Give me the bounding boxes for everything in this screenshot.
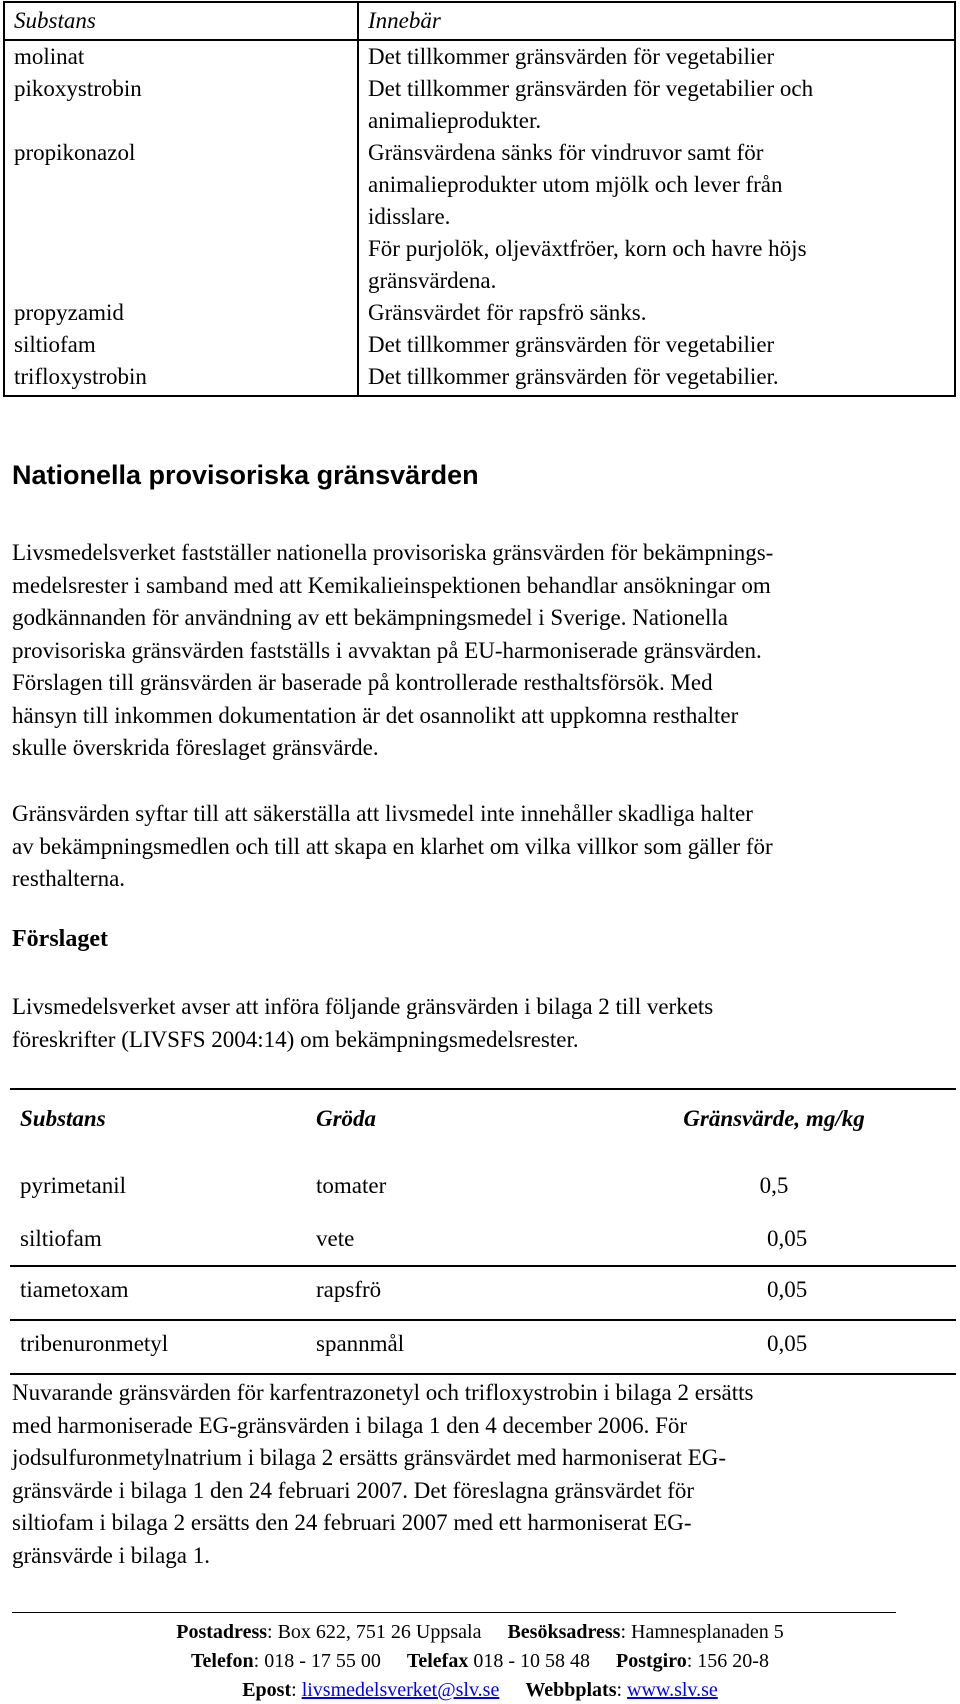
substance-cell: propyzamid [4, 297, 358, 329]
email-link[interactable]: livsmedelsverket@slv.se [301, 1679, 500, 1701]
phone-label: Telefon [191, 1650, 254, 1672]
section-heading-national: Nationella provisoriska gränsvärden [12, 460, 479, 490]
table-row [4, 40, 955, 73]
header-substance: Substans [4, 2, 358, 40]
section-heading-proposal: Förslaget [12, 926, 108, 952]
meaning-cell: Det tillkommer gränsvärden för vegetabilier och animalieprodukter. [358, 73, 955, 137]
substance-cell: siltiofam [4, 329, 358, 361]
paragraph-national-intro: Livsmedelsverket fastställer nationella provisoriska gränsvärden för bekämpnings- medelsrester i samband med att Kemikalieinspektionen behandlar ansökningar om godkännanden för användning av ett bekämpningsmedel i Sverige. Nationella provisoriska gränsvärden fastställs i avvaktan på EU-harmoniserade gränsvärden. Förslagen till gränsvärden är baserade på kontrollerade resthaltsförsök. Med hänsyn till inkommen dokumentation är det osannolikt att uppkomna resthalter skulle överskrida föreslaget gränsvärde. [12, 540, 774, 760]
giro-label: Postgiro [616, 1650, 687, 1672]
crop-cell: tomater [316, 1173, 387, 1198]
table-row [10, 1267, 956, 1319]
substance-cell: pyrimetanil [20, 1173, 127, 1198]
table-row [10, 1321, 956, 1373]
substance-changes-table [3, 1, 956, 397]
meaning-cell: Det tillkommer gränsvärden för vegetabilier. [358, 361, 955, 396]
meaning-cell: Gränsvärdet för rapsfrö sänks. [358, 297, 955, 329]
substance-cell: pikoxystrobin [4, 73, 358, 137]
table-header-row [4, 2, 955, 40]
substance-cell: tribenuronmetyl [20, 1331, 169, 1356]
postal-value: : Box 622, 751 26 Uppsala [267, 1621, 482, 1643]
fax-label: Telefax [406, 1650, 469, 1672]
table-row [4, 73, 955, 137]
substance-cell: molinat [4, 40, 358, 73]
table-row [4, 361, 955, 396]
meaning-cell: Gränsvärdena sänks för vindruvor samt för animalieprodukter utom mjölk och lever från idisslare. För purjolök, oljeväxtfröer, korn och havre höjs gränsvärdena. [358, 137, 955, 297]
header-meaning: Innebär [358, 2, 955, 40]
phone-value: : 018 - 17 55 00 [253, 1650, 381, 1672]
website-link[interactable]: www.slv.se [627, 1679, 718, 1701]
web-label: Webbplats [525, 1679, 617, 1701]
table-row [10, 1225, 956, 1265]
substance-cell: trifloxystrobin [4, 361, 358, 396]
limit-cell: 0,05 [767, 1226, 808, 1251]
table-row [10, 1152, 956, 1225]
substance-cell: siltiofam [20, 1226, 102, 1251]
header-substance: Substans [20, 1106, 106, 1131]
footer-phone-line [0, 1648, 960, 1675]
visit-label: Besöksadress [507, 1621, 621, 1643]
substance-cell: tiametoxam [20, 1277, 129, 1302]
crop-cell: rapsfrö [316, 1277, 382, 1302]
fax-value: 018 - 10 58 48 [468, 1650, 591, 1672]
paragraph-replacements: Nuvarande gränsvärden för karfentrazonetyl och trifloxystrobin i bilaga 2 ersätts med harmoniserade EG-gränsvärden i bilaga 1 den 4 december 2006. För jodsulfuronmetylnatrium i bilaga 2 ersätts gränsvärdet med harmoniserat EG- gränsvärde i bilaga 1 den 24 februari 2007. Det föreslagna gränsvärdet för siltiofam i bilaga 2 ersätts den 24 februari 2007 med ett harmoniserat EG- gränsvärde i bilaga 1. [12, 1380, 754, 1568]
email-label: Epost [242, 1679, 292, 1701]
meaning-cell: Det tillkommer gränsvärden för vegetabilier [358, 329, 955, 361]
giro-value: : 156 20-8 [686, 1650, 769, 1672]
table-row [4, 297, 955, 329]
footer-contact-line: Epost: livsmedelsverket@slv.se Webbplats: www.slv.se [242, 1679, 718, 1701]
crop-cell: vete [316, 1226, 355, 1251]
limit-cell: 0,5 [759, 1173, 789, 1198]
table-row [4, 329, 955, 361]
table-row [4, 137, 955, 297]
substance-cell: propikonazol [4, 137, 358, 297]
paragraph-purpose: Gränsvärden syftar till att säkerställa att livsmedel inte innehåller skadliga halter av bekämpningsmedlen och till att skapa en klarhet om vilka villkor som gäller för resthalterna. [12, 801, 773, 891]
limit-cell: 0,05 [767, 1331, 808, 1356]
footer-divider [12, 1612, 896, 1613]
postal-label: Postadress [176, 1621, 268, 1643]
paragraph-proposal: Livsmedelsverket avser att införa följande gränsvärden i bilaga 2 till verkets föreskrifter (LIVSFS 2004:14) om bekämpningsmedelsrester. [12, 994, 714, 1052]
crop-cell: spannmål [316, 1331, 405, 1356]
header-limit: Gränsvärde, mg/kg [683, 1106, 865, 1131]
limit-cell: 0,05 [767, 1277, 808, 1302]
visit-value: : Hamnesplanaden 5 [620, 1621, 784, 1643]
header-crop: Gröda [316, 1106, 377, 1131]
meaning-cell: Det tillkommer gränsvärden för vegetabilier [358, 40, 955, 73]
table-header-row [10, 1090, 956, 1152]
footer-address-line [0, 1619, 960, 1646]
proposed-limits-table [10, 1088, 956, 1375]
